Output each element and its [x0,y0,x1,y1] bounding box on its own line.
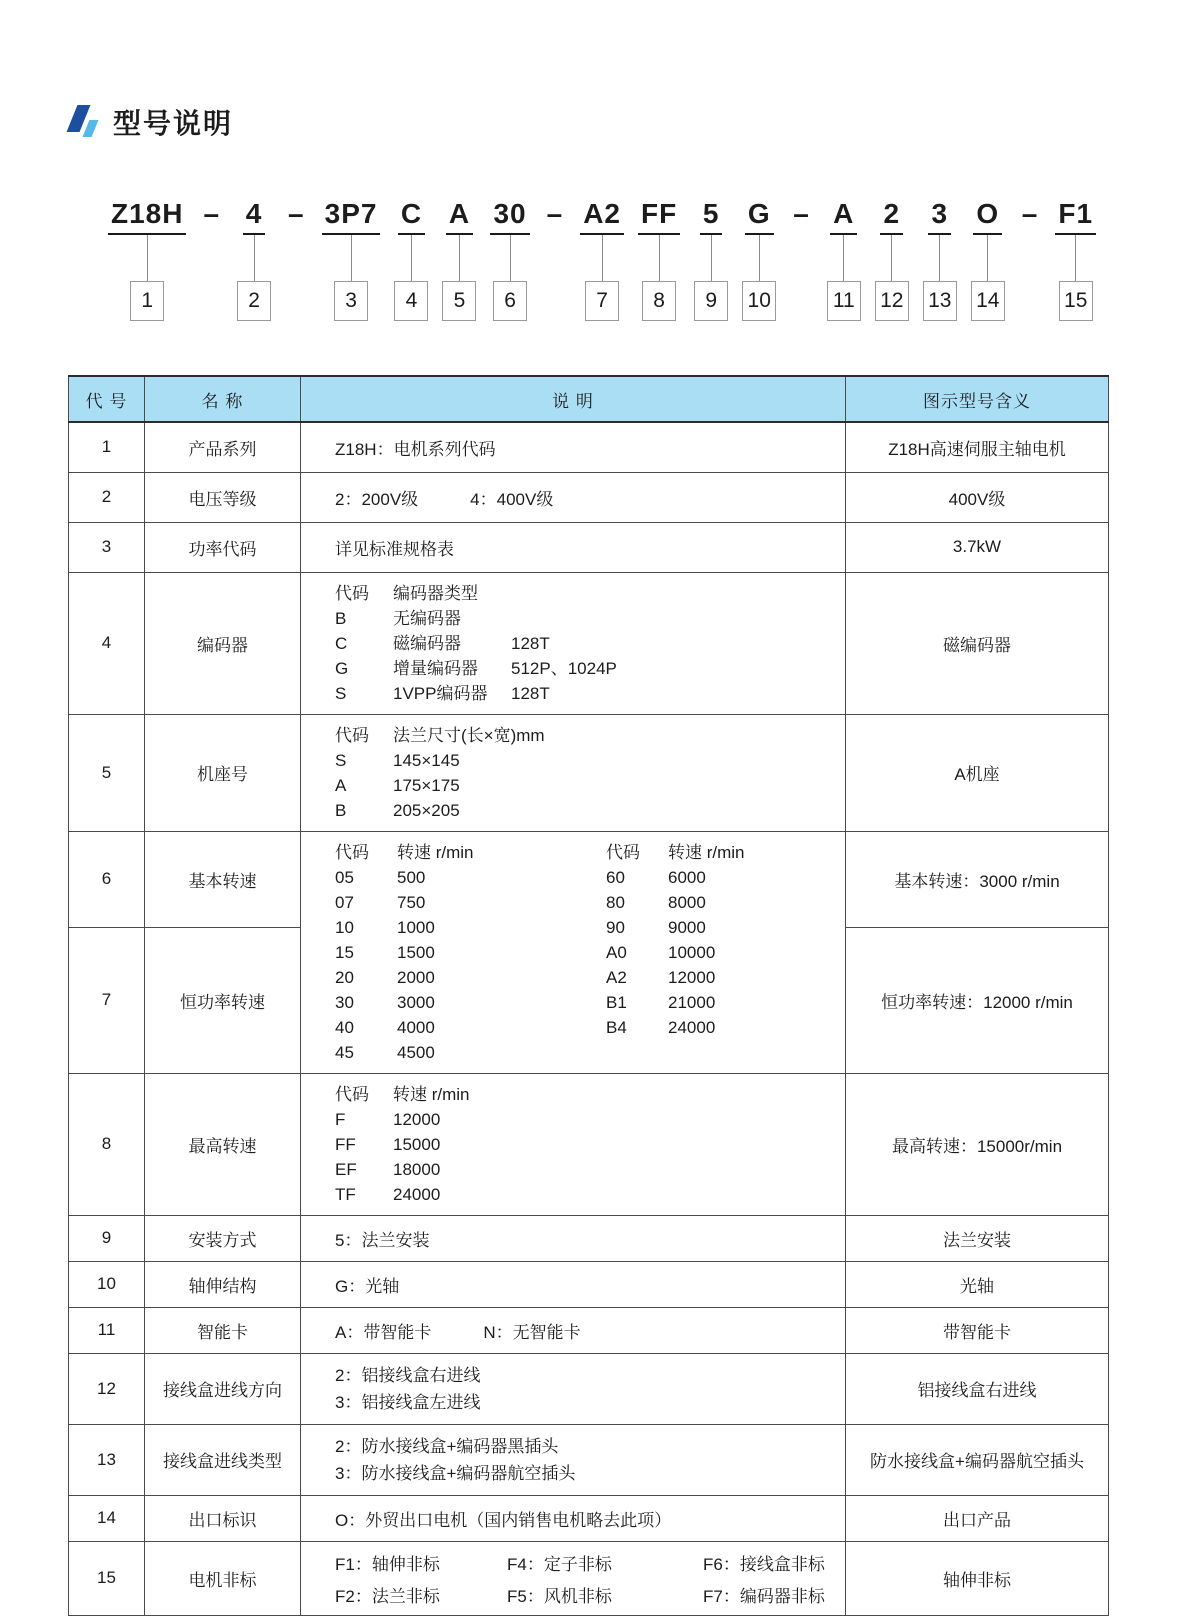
connector-line [254,235,255,281]
row3-code: 3 [69,522,145,572]
position-number-box: 6 [493,281,527,321]
row8-name: 最高转速 [145,1073,301,1215]
row7-meaning: 恒功率转速：12000 r/min [846,928,1109,1073]
frame-item: A 175×175 [335,775,460,795]
row14-code: 14 [69,1495,145,1541]
segment-code: A [830,198,857,235]
speed-columns [335,840,835,1065]
option-f2: F2：法兰非标 [335,1586,440,1606]
segment-code: Z18H [108,198,186,235]
option-f6: F6：接线盒非标 [703,1554,825,1574]
speed-code-table [301,831,846,1073]
position-number-box: 2 [237,281,271,321]
encoder-item: S 1VPP编码器 128T [335,683,550,703]
position-number-box: 13 [923,281,957,321]
connector-line [759,235,760,281]
maxspeed-item: FF 15000 [335,1134,441,1154]
model-segment-3 [322,198,381,321]
header-col-name: 名 称 [145,376,301,422]
row12-name: 接线盒进线方向 [145,1353,301,1424]
row10-code: 10 [69,1261,145,1307]
row7-name: 恒功率转速 [145,928,301,1073]
option-f5: F5：风机非标 [507,1586,612,1606]
encoder-list-header: 代码 编码器类型 [335,583,478,603]
model-segment-5 [442,198,476,321]
option-b: 4：400V级 [470,489,554,509]
speed-column-left: 代码 转速 r/min 05 500 07 750 10 1000 15 1500 20 2000 30 3000 40 4000 45 4500 [335,842,474,1062]
row14-meaning: 出口产品 [846,1495,1109,1541]
row4-desc [301,572,846,714]
segment-code: O [973,198,1002,235]
model-segment-8 [638,198,680,321]
segment-code: 5 [700,198,723,235]
table-row-9 [69,1215,1109,1261]
model-segment-15 [1055,198,1096,321]
row4-code: 4 [69,572,145,714]
row12-code: 12 [69,1353,145,1424]
connector-line [351,235,352,281]
position-number-box: 7 [585,281,619,321]
row6-meaning: 基本转速：3000 r/min [846,831,1109,928]
position-number-box: 4 [394,281,428,321]
segment-code: 4 [243,198,266,235]
nonstandard-options [335,1550,835,1607]
row9-name: 安装方式 [145,1215,301,1261]
header-col-meaning: 图示型号含义 [846,376,1109,422]
table-row-2 [69,472,1109,522]
row7-code: 7 [69,928,145,1073]
table-row-1 [69,422,1109,472]
row2-name: 电压等级 [145,472,301,522]
table-row-8 [69,1073,1109,1215]
option-line-2: 3：防水接线盒+编码器航空插头 [335,1463,576,1483]
option-f7: F7：编码器非标 [703,1586,825,1606]
option-f1: F1：轴伸非标 [335,1554,440,1574]
connector-line [602,235,603,281]
model-segment-10 [742,198,776,321]
segment-code: C [398,198,425,235]
encoder-item: B 无编码器 [335,608,461,628]
table-row-15 [69,1541,1109,1615]
model-segment-2 [237,198,271,321]
maxspeed-item: TF 24000 [335,1184,441,1204]
slash-light-icon [83,120,99,137]
segment-code: 3 [928,198,951,235]
row11-desc [301,1307,846,1353]
row10-desc: G：光轴 [301,1261,846,1307]
model-segment-13 [923,198,957,321]
table-row-4 [69,572,1109,714]
connector-line [147,235,148,281]
model-segment-12 [875,198,909,321]
brand-slash-icon [68,102,100,142]
model-dash [790,198,813,233]
row11-meaning: 带智能卡 [846,1307,1109,1353]
connector-line [659,235,660,281]
model-segment-7 [580,198,624,321]
row3-meaning: 3.7kW [846,522,1109,572]
position-number-box: 3 [334,281,368,321]
segment-code: A [446,198,473,235]
row2-code: 2 [69,472,145,522]
segment-code: G [745,198,774,235]
table-row-3 [69,522,1109,572]
segment-code: A2 [580,198,624,235]
encoder-item: C 磁编码器 128T [335,633,550,653]
row1-desc: Z18H：电机系列代码 [301,422,846,472]
frame-list-header: 代码 法兰尺寸(长×宽)mm [335,725,545,745]
connector-line [1075,235,1076,281]
row3-name: 功率代码 [145,522,301,572]
row5-code: 5 [69,714,145,831]
row12-desc [301,1353,846,1424]
model-segment-9 [694,198,728,321]
option-b: N：无智能卡 [483,1322,581,1342]
maxspeed-item: EF 18000 [335,1159,441,1179]
model-dash [544,198,567,233]
row5-desc [301,714,846,831]
option-a: 2：200V级 [335,489,419,509]
segment-code: F1 [1055,198,1096,235]
header-col-code: 代 号 [69,376,145,422]
model-dash [1019,198,1042,233]
section-title-row [68,100,1110,144]
segment-code: 30 [490,198,529,235]
position-number-box: 15 [1059,281,1093,321]
row9-desc: 5：法兰安装 [301,1215,846,1261]
row13-meaning: 防水接线盒+编码器航空插头 [846,1424,1109,1495]
row3-desc: 详见标准规格表 [301,522,846,572]
connector-line [939,235,940,281]
row8-desc [301,1073,846,1215]
row10-meaning: 光轴 [846,1261,1109,1307]
row9-meaning: 法兰安装 [846,1215,1109,1261]
connector-line [510,235,511,281]
dash-glyph: – [203,198,221,229]
connector-line [411,235,412,281]
row5-name: 机座号 [145,714,301,831]
row2-meaning: 400V级 [846,472,1109,522]
maxspeed-item: F 12000 [335,1109,441,1129]
row10-name: 轴伸结构 [145,1261,301,1307]
dash-glyph: – [793,198,810,229]
row4-meaning: 磁编码器 [846,572,1109,714]
row14-desc: O：外贸出口电机（国内销售电机略去此项） [301,1495,846,1541]
model-segment-14 [971,198,1005,321]
option-line-1: 2：防水接线盒+编码器黑插头 [335,1436,559,1456]
segment-code: FF [638,198,680,235]
table-row-6 [69,831,1109,928]
position-number-box: 8 [642,281,676,321]
position-number-box: 12 [875,281,909,321]
model-segment-6 [490,198,529,321]
position-number-box: 10 [742,281,776,321]
model-code-diagram [108,198,1110,321]
option-line-2: 3：铝接线盒左进线 [335,1392,481,1412]
row15-meaning: 轴伸非标 [846,1541,1109,1615]
frame-item: S 145×145 [335,750,460,770]
row6-name: 基本转速 [145,831,301,928]
row13-desc [301,1424,846,1495]
dash-glyph: – [1021,198,1039,229]
row5-meaning: A机座 [846,714,1109,831]
model-segment-4 [394,198,428,321]
row8-meaning: 最高转速：15000r/min [846,1073,1109,1215]
model-segment-1 [108,198,186,321]
row4-name: 编码器 [145,572,301,714]
row9-code: 9 [69,1215,145,1261]
position-number-box: 5 [442,281,476,321]
option-f4: F4：定子非标 [507,1554,612,1574]
encoder-item: G 增量编码器 512P、1024P [335,658,617,678]
model-dash [285,198,308,233]
table-row-10 [69,1261,1109,1307]
model-dash [200,198,223,233]
connector-line [711,235,712,281]
row1-name: 产品系列 [145,422,301,472]
row13-code: 13 [69,1424,145,1495]
option-a: A：带智能卡 [335,1322,432,1342]
connector-line [843,235,844,281]
segment-code: 2 [880,198,903,235]
row2-desc [301,472,846,522]
segment-code: 3P7 [322,198,381,235]
row15-code: 15 [69,1541,145,1615]
position-number-box: 11 [827,281,861,321]
page-title: 型号说明 [113,108,234,139]
option-line-1: 2：铝接线盒右进线 [335,1365,481,1385]
maxspeed-list-header: 代码 转速 r/min [335,1084,470,1104]
model-spec-table [68,375,1109,1616]
speed-column-right: 代码 转速 r/min 60 6000 80 8000 90 9000 A0 10000 A2 12000 B1 21000 B4 24000 [606,842,745,1037]
row12-meaning: 铝接线盒右进线 [846,1353,1109,1424]
table-header-row [69,376,1109,422]
connector-line [987,235,988,281]
frame-item: B 205×205 [335,800,460,820]
header-col-desc: 说 明 [301,376,846,422]
row14-name: 出口标识 [145,1495,301,1541]
row13-name: 接线盒进线类型 [145,1424,301,1495]
table-row-11 [69,1307,1109,1353]
dash-glyph: – [288,198,305,229]
row8-code: 8 [69,1073,145,1215]
row15-name: 电机非标 [145,1541,301,1615]
table-row-12 [69,1353,1109,1424]
position-number-box: 14 [971,281,1005,321]
position-number-box: 1 [130,281,164,321]
row6-code: 6 [69,831,145,928]
position-number-box: 9 [694,281,728,321]
table-row-13 [69,1424,1109,1495]
dash-glyph: – [546,198,564,229]
connector-line [891,235,892,281]
row1-meaning: Z18H高速伺服主轴电机 [846,422,1109,472]
row1-code: 1 [69,422,145,472]
row11-code: 11 [69,1307,145,1353]
table-row-5 [69,714,1109,831]
model-segment-11 [827,198,861,321]
table-row-14 [69,1495,1109,1541]
row11-name: 智能卡 [145,1307,301,1353]
row15-desc [301,1541,846,1615]
connector-line [459,235,460,281]
